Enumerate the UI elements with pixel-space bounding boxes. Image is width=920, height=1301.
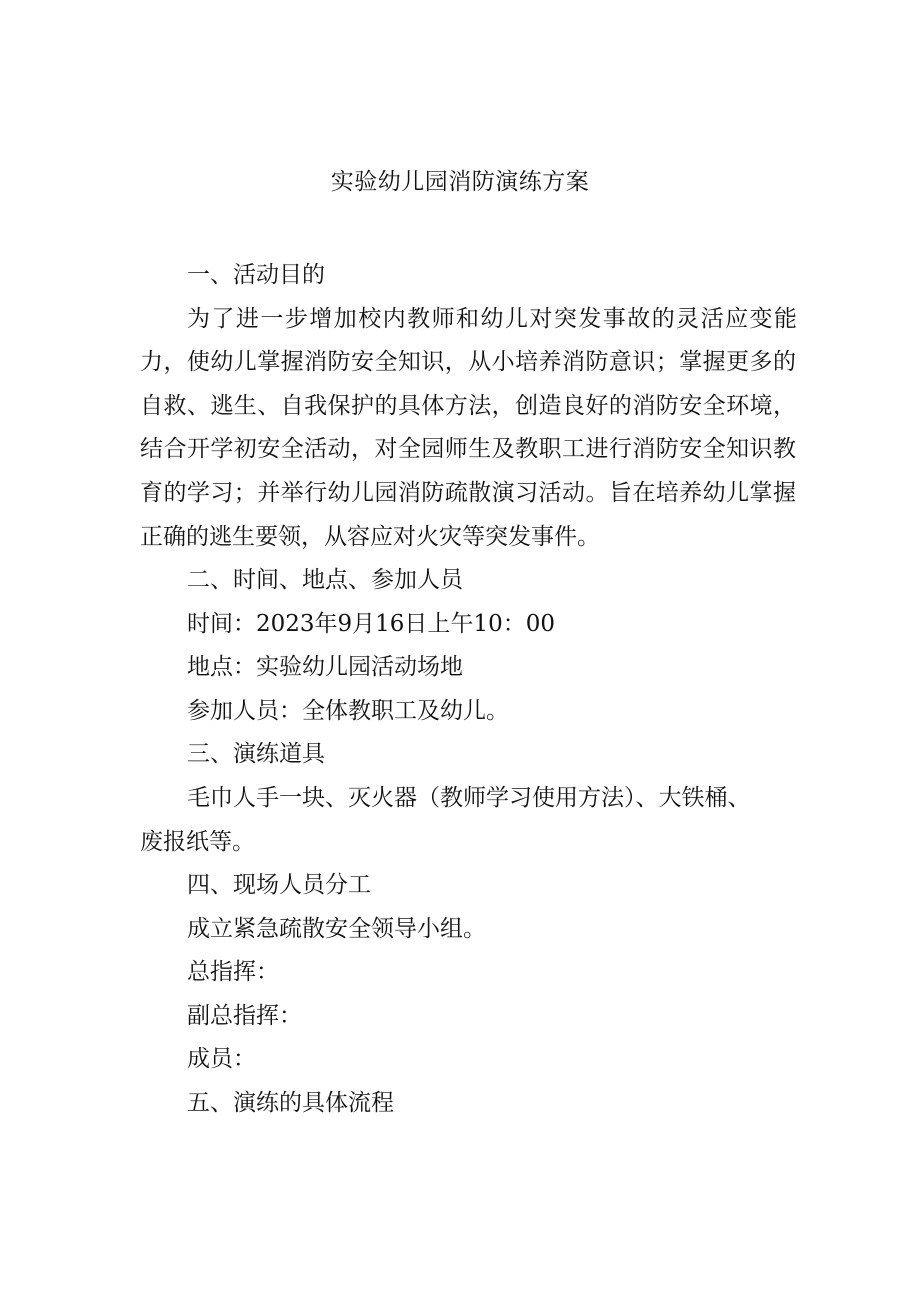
- section-heading-purpose: 一、活动目的: [187, 262, 325, 288]
- paragraph-line: 为了进一步增加校内教师和幼儿对突发事故的灵活应变能: [187, 306, 797, 332]
- section-heading-roles: 四、现场人员分工: [187, 872, 371, 898]
- paragraph-line: 自救、逃生、自我保护的具体方法，创造良好的消防安全环境，: [140, 393, 796, 419]
- document-title: 实验幼儿园消防演练方案: [330, 169, 590, 195]
- paragraph-line: 毛巾人手一块、灭火器（教师学习使用方法）、大铁桶、: [187, 785, 751, 811]
- paragraph-line: 力，使幼儿掌握消防安全知识，从小培养消防意识；掌握更多的: [140, 349, 796, 375]
- paragraph-line: 成立紧急疏散安全领导小组。: [187, 916, 486, 942]
- members-line: 成员：: [187, 1046, 256, 1072]
- paragraph-line: 正确的逃生要领，从容应对火灾等突发事件。: [140, 524, 600, 550]
- place-line: 地点：实验幼儿园活动场地: [187, 654, 463, 680]
- commander-line: 总指挥：: [187, 959, 279, 985]
- section-heading-props: 三、演练道具: [187, 741, 325, 767]
- section-heading-time-place: 二、时间、地点、参加人员: [187, 567, 463, 593]
- time-line: 时间：2023年9月16日上午10：00: [187, 611, 555, 637]
- paragraph-line: 废报纸等。: [140, 829, 255, 855]
- paragraph-line: 育的学习；并举行幼儿园消防疏散演习活动。旨在培养幼儿掌握: [140, 480, 796, 506]
- deputy-commander-line: 副总指挥：: [187, 1003, 302, 1029]
- paragraph-line: 结合开学初安全活动，对全园师生及教职工进行消防安全知识教: [140, 436, 796, 462]
- participants-line: 参加人员：全体教职工及幼儿。: [187, 698, 509, 724]
- section-heading-process: 五、演练的具体流程: [187, 1090, 394, 1116]
